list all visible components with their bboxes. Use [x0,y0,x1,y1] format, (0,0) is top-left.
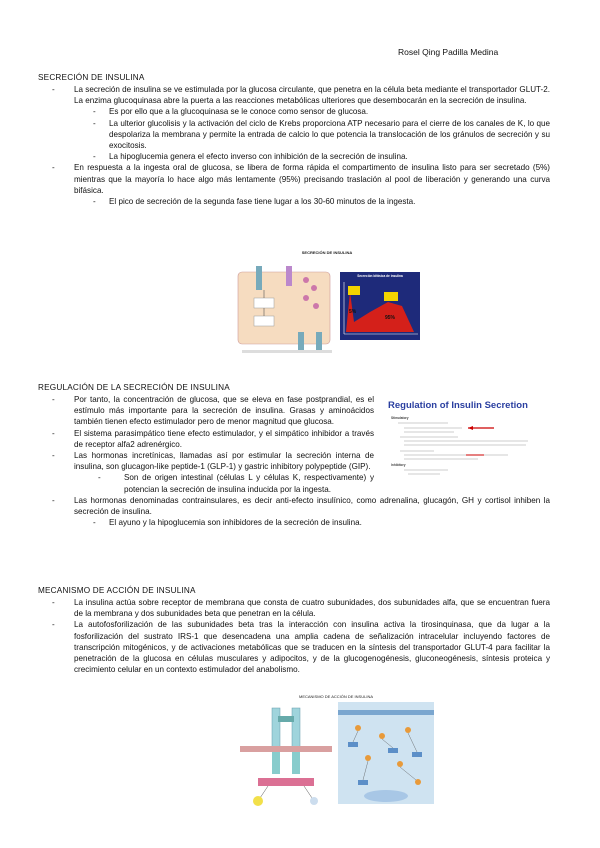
section-heading: SECRECIÓN DE INSULINA [38,73,145,82]
sub-bullet: - La hipoglucemia genera el efecto inverso con inhibición de la secreción de insulina. [38,151,550,162]
figure-insulin-secretion [232,250,422,360]
figure-mechanism [236,694,436,810]
bullet: - Por tanto, la concentración de glucosa, que se eleva en fase postprandial, es el estímulo más importante para la secreción de insulina. Grasas y aminoácidos también tienen efecto estimulador pero de menor magnitud que glucosa. [38,394,374,428]
bullet: - El sistema parasimpático tiene efecto estimulador, y el simpático inhibidor a través de receptor alfa2 adrenérgico. [38,428,374,450]
author-name: Rosel Qing Padilla Medina [398,47,499,57]
second-phase-label: 95% [385,315,396,321]
sub-bullet: - Son de origen intestinal (células L y células K, respectivamente) y potencian la secreción de insulina inducida por la ingesta. [38,472,374,494]
first-phase-label: 5% [349,309,357,315]
regulation-list-graphic [388,420,548,478]
section-mecanismo [38,586,550,675]
figure-title: MECANISMO DE ACCIÓN DE INSULINA [298,694,373,699]
beta-cell-diagram [236,258,341,358]
inhibitory-label: Inhibitory [391,463,406,467]
sub-bullet: - La ulterior glucolisis y la activación del ciclo de Krebs proporciona ATP necesario para el cierre de los canales de K, lo que despolariza la membrana y permite la entrada de calcio lo que potencia la translocación de los gránulos de secreción y su exocitosis. [38,118,550,152]
section-heading: REGULACIÓN DE LA SECRECIÓN DE INSULINA [38,383,230,392]
bullet: - Las hormonas denominadas contrainsulares, es decir anti-efecto insulínico, como adrenalina, glucagón, GH y cortisol inhiben la secreción de insulina. [38,495,550,517]
signaling-pathway-diagram [338,702,434,804]
stimulatory-label: Stimulatory [391,416,409,420]
bullet: - En respuesta a la ingesta oral de glucosa, se libera de forma rápida el compartimento de insulina listo para ser secretado (5%) mientras que la mayoría lo hace algo más lentamente (95%) precisando traslación al pool de liberación y generando una curva bifásica. [38,162,550,196]
insulin-receptor-diagram [238,702,334,808]
sub-bullet: - Es por ello que a la glucoquinasa se le conoce como sensor de glucosa. [38,106,550,117]
sub-bullet: - El pico de secreción de la segunda fase tiene lugar a los 30-60 minutos de la ingesta. [38,196,550,207]
bullet: - La insulina actúa sobre receptor de membrana que consta de cuatro subunidades, dos subunidades alfa, que se encuentran fuera de la membrana y dos subunidades beta que penetran en la célula. [38,597,550,619]
figure-title: Regulation of Insulin Secretion [388,400,528,411]
figure-regulation [388,400,550,476]
figure-title: SECRECIÓN DE INSULINA [301,250,353,255]
section-heading: MECANISMO DE ACCIÓN DE INSULINA [38,586,196,595]
chart-title: Secreción bifásica de insulina [357,274,403,278]
bullet: - La secreción de insulina se ve estimulada por la glucosa circulante, que penetra en la célula beta mediante el transportador GLUT-2. La enzima glucoquinasa abre la puerta a las reacciones metabólicas ulteriores que desembocarán en la secreción de insulina. [38,84,550,106]
bullet: - La autofosforilización de las subunidades beta tras la interacción con insulina activa la tirosinquinasa, que da lugar a la fosforilización del sustrato IRS-1 que desencadena una amplia cadena de señalización intracelular incluyendo factores de transcripción mitogénicos, y de activaciones metabólicas que se traducen en la síntesis del transportador GLUT-4 para facilitar la penetración de la glucosa en células musculares y adipocitos, y de la glucogenogénesis, gluconeogénesis, síntesis proteica y crecimiento celular en un contexto estimulador del anabolismo. [38,619,550,675]
section-secrecion [38,73,550,207]
sub-bullet: - El ayuno y la hipoglucemia son inhibidores de la secreción de insulina. [38,517,550,528]
biphasic-chart [340,272,420,340]
bullet: - Las hormonas incretínicas, llamadas así por estimular la secreción interna de insulina, son glucagon-like peptide-1 (GLP-1) y gastric inhibitory polypeptide (GIP). [38,450,374,472]
